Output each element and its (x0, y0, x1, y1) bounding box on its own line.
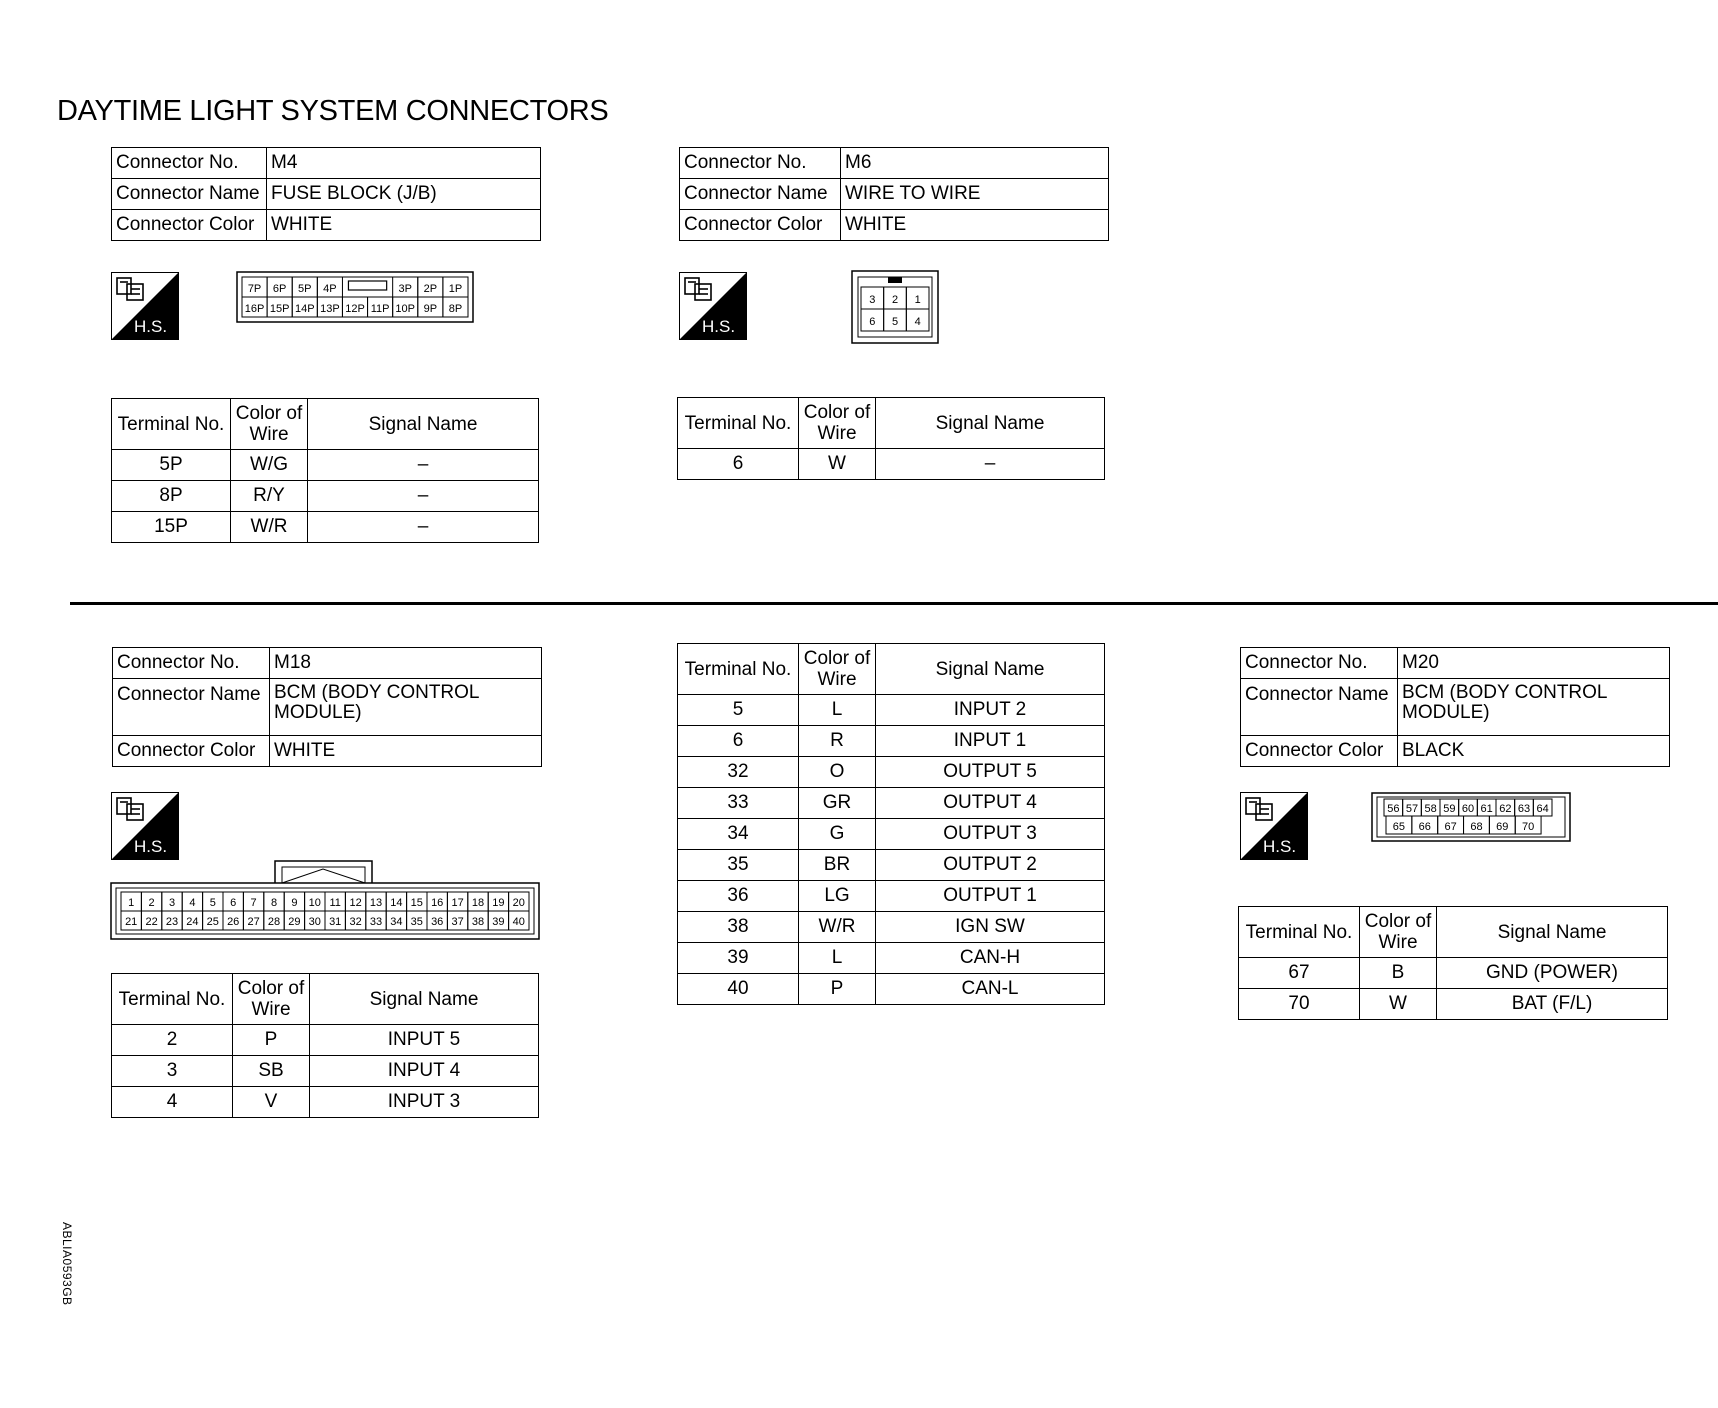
pin-label: 34 (390, 916, 403, 928)
label-connector-name: Connector Name (1241, 679, 1398, 736)
wire-cell: GR (799, 788, 876, 819)
pin-label: 5 (209, 897, 216, 909)
pin-label: 16P (244, 303, 265, 315)
table-row (1239, 989, 1668, 1020)
hs-icon-m18 (111, 792, 179, 860)
connector-info-m6 (679, 147, 1109, 241)
color-of-label: Color of (803, 402, 871, 423)
th-terminal-no: Terminal No. (1239, 907, 1360, 958)
table-row (112, 450, 539, 481)
wire-cell: R (799, 726, 876, 757)
hs-label: H.S. (702, 317, 736, 336)
m18-connector-no: M18 (270, 648, 542, 679)
m6-connector-color: WHITE (841, 210, 1109, 241)
signal-cell: – (308, 512, 539, 543)
pin-label: 31 (329, 916, 342, 928)
hs-icon-m6 (679, 272, 747, 340)
th-signal-name: Signal Name (1437, 907, 1668, 958)
hs-icon-m4 (111, 272, 179, 340)
m6-connector-face (852, 271, 940, 345)
pin-label: 59 (1443, 803, 1456, 815)
terminal-cell: 5 (678, 695, 799, 726)
color-of-label: Color of (235, 403, 303, 424)
m6-connector-no: M6 (841, 148, 1109, 179)
pin-label: 32 (349, 916, 362, 928)
pin-label: 13 (369, 897, 383, 909)
terminal-cell: 33 (678, 788, 799, 819)
signal-cell: OUTPUT 2 (876, 850, 1105, 881)
table-row (678, 788, 1105, 819)
terminal-cell: 40 (678, 974, 799, 1005)
th-terminal-no: Terminal No. (112, 399, 231, 450)
terminal-cell: 15P (112, 512, 231, 543)
pin-label: 16 (431, 897, 444, 909)
table-row (678, 695, 1105, 726)
label-connector-no: Connector No. (1241, 648, 1398, 679)
label-connector-color: Connector Color (680, 210, 841, 241)
pin-label: 60 (1461, 803, 1475, 815)
m6-connector-name: WIRE TO WIRE (841, 179, 1109, 210)
signal-cell: INPUT 1 (876, 726, 1105, 757)
table-row (112, 1087, 539, 1118)
pin-label: 8P (448, 303, 463, 315)
th-signal-name: Signal Name (308, 399, 539, 450)
m20-connector-face (1372, 793, 1572, 843)
name-line-1: BCM (BODY CONTROL (1402, 682, 1608, 703)
pin-label: 5P (298, 283, 312, 295)
signal-cell: CAN-H (876, 943, 1105, 974)
terminal-cell: 6 (678, 726, 799, 757)
pin-label: 2 (891, 294, 899, 306)
pin-label: 2P (423, 283, 438, 295)
terminal-cell: 70 (1239, 989, 1360, 1020)
wire-cell: V (233, 1087, 310, 1118)
signal-cell: CAN-L (876, 974, 1105, 1005)
pin-label: 17 (451, 897, 464, 909)
wire-cell: W (799, 449, 876, 480)
pin-label: 4 (189, 897, 196, 909)
wire-cell: R/Y (231, 481, 308, 512)
wire-label: Wire (817, 423, 857, 444)
name-line-1: BCM (BODY CONTROL (274, 682, 480, 703)
terminal-cell: 67 (1239, 958, 1360, 989)
th-color-of-wire (231, 399, 308, 450)
signal-cell: INPUT 4 (310, 1056, 539, 1087)
table-row (678, 726, 1105, 757)
pin-label: 7P (247, 283, 262, 295)
wire-label: Wire (249, 424, 289, 445)
pin-label: 65 (1392, 821, 1406, 833)
table-row (112, 1025, 539, 1056)
pin-label: 21 (125, 916, 138, 928)
pin-label: 70 (1522, 821, 1535, 833)
wire-cell: W/R (799, 912, 876, 943)
m4-terminal-table (111, 398, 539, 543)
pin-label: 30 (308, 916, 321, 928)
wire-cell: G (799, 819, 876, 850)
name-line-2: MODULE) (274, 702, 362, 723)
signal-cell: BAT (F/L) (1437, 989, 1668, 1020)
pin-label: 1P (448, 283, 463, 295)
table-row (678, 974, 1105, 1005)
th-color-of-wire (799, 644, 876, 695)
signal-cell: – (876, 449, 1105, 480)
pin-label: 37 (451, 916, 464, 928)
pin-label: 18 (471, 897, 485, 909)
th-color-of-wire (1360, 907, 1437, 958)
label-connector-color: Connector Color (113, 736, 270, 767)
connector-info-m18 (112, 647, 542, 767)
pin-label: 20 (512, 897, 525, 909)
pin-label: 25 (206, 916, 219, 928)
pin-label: 2 (148, 897, 155, 909)
m20-connector-color: BLACK (1398, 736, 1670, 767)
pin-label: 39 (492, 916, 505, 928)
m4-connector-no: M4 (267, 148, 541, 179)
terminal-cell: 4 (112, 1087, 233, 1118)
label-connector-no: Connector No. (680, 148, 841, 179)
figure-code: ABLIA0593GB (60, 1222, 74, 1306)
signal-cell: OUTPUT 5 (876, 757, 1105, 788)
pin-label: 13P (320, 303, 340, 315)
table-row (678, 943, 1105, 974)
pin-label: 11P (370, 303, 390, 315)
hs-icon-m20 (1240, 792, 1308, 860)
signal-cell: IGN SW (876, 912, 1105, 943)
pin-label: 1 (914, 294, 921, 306)
table-row (678, 881, 1105, 912)
pin-label: 66 (1418, 821, 1431, 833)
pin-label: 4 (914, 316, 921, 328)
pin-label: 10 (308, 897, 321, 909)
pin-label: 24 (186, 916, 199, 928)
pin-label: 3 (869, 294, 876, 306)
th-color-of-wire (799, 398, 876, 449)
th-signal-name: Signal Name (310, 974, 539, 1025)
pin-label: 28 (267, 916, 281, 928)
th-terminal-no: Terminal No. (678, 644, 799, 695)
table-row (112, 1056, 539, 1087)
pin-label: 57 (1405, 803, 1419, 815)
pin-label: 14P (294, 303, 315, 315)
pin-label: 3P (398, 283, 412, 295)
pin-label: 69 (1496, 821, 1509, 833)
signal-cell: INPUT 2 (876, 695, 1105, 726)
terminal-cell: 36 (678, 881, 799, 912)
pin-label: 27 (247, 916, 260, 928)
pin-label: 3 (168, 897, 176, 909)
label-connector-name: Connector Name (680, 179, 841, 210)
pin-label: 40 (512, 916, 525, 928)
table-row (112, 481, 539, 512)
pin-label: 9P (423, 303, 438, 315)
wire-cell: O (799, 757, 876, 788)
m4-connector-color: WHITE (267, 210, 541, 241)
pin-label: 11 (329, 897, 341, 909)
pin-label: 62 (1499, 803, 1512, 815)
m18-terminal-table (111, 973, 539, 1118)
pin-label: 35 (410, 916, 423, 928)
signal-cell: GND (POWER) (1437, 958, 1668, 989)
m4-connector-face (237, 272, 475, 324)
color-of-label: Color of (237, 978, 305, 999)
signal-cell: – (308, 481, 539, 512)
hs-label: H.S. (134, 837, 168, 856)
wire-cell: W (1360, 989, 1437, 1020)
pin-label: 15P (269, 303, 290, 315)
table-row (112, 512, 539, 543)
pin-label: 22 (145, 916, 158, 928)
terminal-cell: 8P (112, 481, 231, 512)
pin-label: 19 (492, 897, 505, 909)
pin-label: 29 (288, 916, 301, 928)
pin-label: 15 (410, 897, 423, 909)
th-terminal-no: Terminal No. (112, 974, 233, 1025)
pin-label: 4P (323, 283, 337, 295)
pin-label: 63 (1517, 803, 1531, 815)
pin-label: 12 (349, 897, 362, 909)
pin-label: 6 (230, 897, 237, 909)
pin-label: 58 (1424, 803, 1437, 815)
pin-label: 10P (395, 303, 416, 315)
wire-cell: W/R (231, 512, 308, 543)
pin-label: 6P (272, 283, 287, 295)
table-row (1239, 958, 1668, 989)
th-signal-name: Signal Name (876, 644, 1105, 695)
pin-label: 64 (1536, 803, 1549, 815)
signal-cell: INPUT 3 (310, 1087, 539, 1118)
label-connector-color: Connector Color (112, 210, 267, 241)
signal-cell: OUTPUT 1 (876, 881, 1105, 912)
wire-cell: SB (233, 1056, 310, 1087)
pin-label: 26 (227, 916, 240, 928)
connector-info-m20 (1240, 647, 1670, 767)
pin-label: 8 (270, 897, 278, 909)
wire-cell: P (799, 974, 876, 1005)
m18-connector-face (111, 861, 541, 941)
signal-cell: OUTPUT 4 (876, 788, 1105, 819)
terminal-cell: 6 (678, 449, 799, 480)
signal-cell: – (308, 450, 539, 481)
m6-terminal-table (677, 397, 1105, 480)
terminal-cell: 38 (678, 912, 799, 943)
hs-label: H.S. (134, 317, 168, 336)
wire-cell: BR (799, 850, 876, 881)
terminal-cell: 35 (678, 850, 799, 881)
page-title: DAYTIME LIGHT SYSTEM CONNECTORS (57, 95, 609, 127)
connector-info-m4 (111, 147, 541, 241)
pin-label: 1 (128, 897, 135, 909)
wire-cell: P (233, 1025, 310, 1056)
table-row (678, 850, 1105, 881)
table-row (678, 912, 1105, 943)
hs-label: H.S. (1263, 837, 1297, 856)
table-row (678, 449, 1105, 480)
pin-label: 67 (1444, 821, 1457, 833)
label-connector-no: Connector No. (112, 148, 267, 179)
label-connector-name: Connector Name (113, 679, 270, 736)
wire-label: Wire (1378, 932, 1418, 953)
label-connector-name: Connector Name (112, 179, 267, 210)
m4-connector-name: FUSE BLOCK (J/B) (267, 179, 541, 210)
m20-terminal-table (1238, 906, 1668, 1020)
wire-cell: W/G (231, 450, 308, 481)
terminal-cell: 39 (678, 943, 799, 974)
name-line-2: MODULE) (1402, 702, 1490, 723)
terminal-cell: 2 (112, 1025, 233, 1056)
pin-label: 14 (390, 897, 403, 909)
m20-connector-no: M20 (1398, 648, 1670, 679)
color-of-label: Color of (803, 648, 871, 669)
wire-cell: B (1360, 958, 1437, 989)
m20-connector-name (1398, 679, 1670, 736)
connector-latch (275, 861, 372, 883)
pin-label: 36 (431, 916, 444, 928)
wire-cell: LG (799, 881, 876, 912)
wire-label: Wire (251, 999, 291, 1020)
pin-label: 7 (250, 897, 257, 909)
m18-connector-name (270, 679, 542, 736)
m18-connector-color: WHITE (270, 736, 542, 767)
table-row (678, 819, 1105, 850)
pin-label: 9 (291, 897, 298, 909)
wire-cell: L (799, 695, 876, 726)
connector-key (888, 277, 902, 283)
pin-label: 33 (369, 916, 383, 928)
table-row (678, 757, 1105, 788)
terminal-cell: 5P (112, 450, 231, 481)
wire-label: Wire (817, 669, 857, 690)
pin-label: 6 (869, 316, 876, 328)
section-divider (70, 602, 1718, 605)
pin-label: 61 (1480, 803, 1493, 815)
terminal-cell: 32 (678, 757, 799, 788)
signal-cell: OUTPUT 3 (876, 819, 1105, 850)
pin-label: 12P (345, 303, 365, 315)
pin-label: 56 (1387, 803, 1400, 815)
pin-label: 23 (165, 916, 179, 928)
label-connector-no: Connector No. (113, 648, 270, 679)
pin-label: 5 (891, 316, 899, 328)
terminal-cell: 34 (678, 819, 799, 850)
th-signal-name: Signal Name (876, 398, 1105, 449)
th-color-of-wire (233, 974, 310, 1025)
pin-label: 38 (471, 916, 485, 928)
label-connector-color: Connector Color (1241, 736, 1398, 767)
terminal-cell: 3 (112, 1056, 233, 1087)
signal-cell: INPUT 5 (310, 1025, 539, 1056)
th-terminal-no: Terminal No. (678, 398, 799, 449)
wire-cell: L (799, 943, 876, 974)
m18-terminal-table-continued (677, 643, 1105, 1005)
color-of-label: Color of (1364, 911, 1432, 932)
pin-label: 68 (1470, 821, 1483, 833)
